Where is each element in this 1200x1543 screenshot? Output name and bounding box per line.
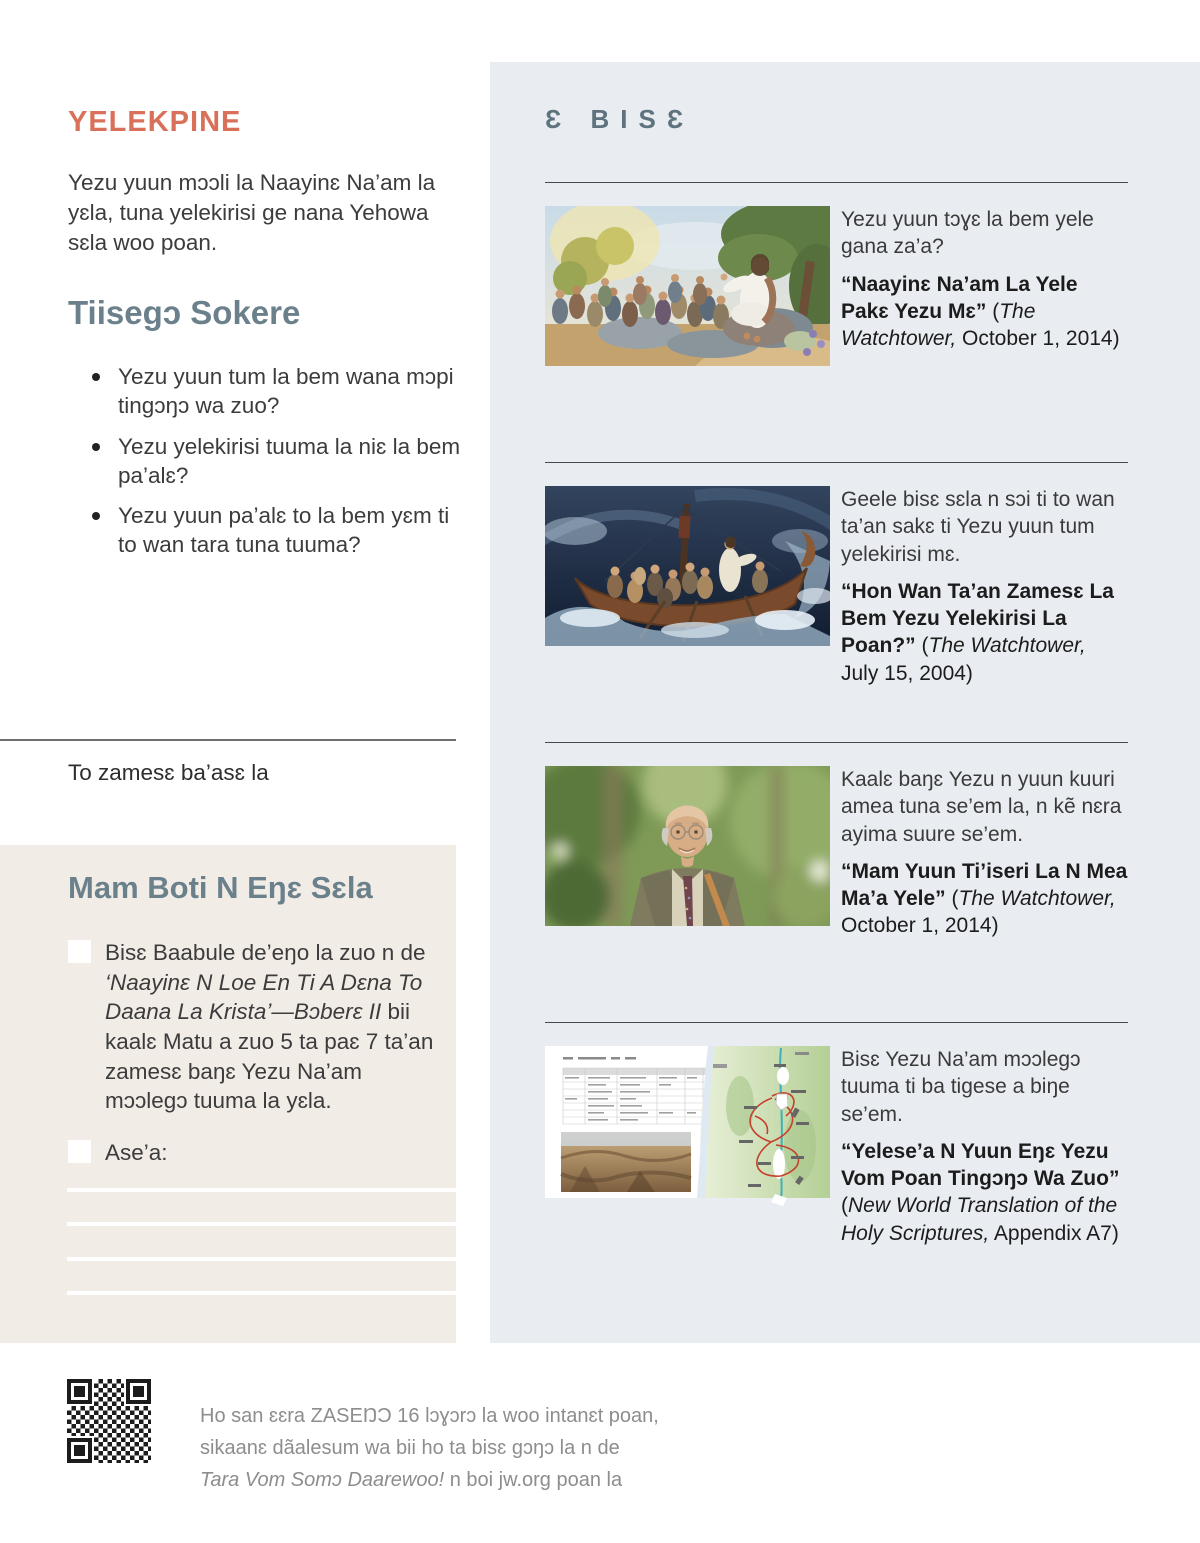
entry-citation-open: ( [915, 634, 929, 658]
entry-citation-rest: October 1, 2014) [841, 914, 999, 938]
after-study-label: To zamesɛ ba’asɛ la [68, 760, 269, 785]
goal-text-pre: Ase’a: [105, 1140, 168, 1165]
review-question-list [90, 362, 462, 571]
entry-description: Yezu yuun tɔɣɛ la bem yele gana za’a? [841, 208, 1094, 259]
writing-line [67, 1188, 456, 1192]
question-entry [545, 742, 1128, 940]
divider [545, 462, 1128, 463]
footer-line-1: Ho san ɛɛra ZASEŊƆ 16 lɔɣɔrɔ la woo intanɛt poan, [200, 1405, 659, 1427]
review-question: Yezu yuun tum la bem wana mɔpi tingɔŋɔ wa zuo? [90, 362, 462, 421]
qr-finder-icon [67, 1379, 92, 1404]
writing-line [67, 1257, 456, 1261]
entry-citation-rest: Appendix A7) [989, 1221, 1119, 1245]
questions-panel-title: Ɛ BISƐ [545, 104, 695, 134]
goals-title: Mam Boti N Eŋɛ Sɛla [68, 870, 373, 905]
qr-finder-icon [67, 1438, 92, 1463]
entry-citation [841, 858, 1128, 940]
entry-citation-source: New World Translation of the Holy Scriptures, [841, 1194, 1118, 1245]
entry-citation-title: “Naayinɛ Na’am La Yele Pakɛ Yezu Mɛ” [841, 272, 1078, 323]
entry-citation-open: ( [841, 1194, 848, 1218]
goals-panel [0, 845, 456, 1343]
goal-text-italic: ‘Naayinɛ N Loe En Ti A Dɛna To Daana La Krista’—Bɔberɛ II [105, 969, 423, 1025]
appendix-a7-map-spread [545, 1046, 830, 1206]
questions-panel [490, 62, 1200, 1343]
goal-text [105, 1138, 448, 1168]
entry-description: Geele bisɛ sɛla n sɔi ti to wan ta’an sakɛ ti Yezu yuun tum yelekirisi mɛ. [841, 488, 1115, 566]
writing-line [67, 1222, 456, 1226]
question-entry [545, 182, 1128, 366]
goal-text-pre: Bisɛ Baabule de’eŋo la zuo n de [105, 940, 426, 965]
entry-citation [841, 1138, 1128, 1247]
goal-item [68, 938, 448, 1116]
divider [545, 742, 1128, 743]
footer-line-3-rest: n boi jw.org poan la [444, 1469, 623, 1491]
entry-citation-source: The Watchtower, [958, 887, 1116, 911]
jesus-teaching-crowd-illustration [545, 206, 830, 366]
divider [545, 1022, 1128, 1023]
entry-citation-source: The Watchtower, [841, 299, 1036, 351]
page-kicker: YELEKPINE [68, 106, 242, 138]
footer-line-2: sikaanɛ dãalesum wa bii ho ta bisɛ gɔŋɔ la n de [200, 1437, 620, 1459]
entry-citation [841, 578, 1128, 687]
entry-citation-title: “Yelese’a N Yuun Eŋɛ Yezu Vom Poan Tingɔŋɔ Wa Zuo” [841, 1139, 1120, 1191]
review-section-title: Tiisegɔ Sokere [68, 294, 301, 331]
checkbox-icon [68, 1140, 91, 1163]
qr-finder-icon [126, 1379, 151, 1404]
entry-citation-open: ( [986, 299, 1000, 323]
divider [545, 182, 1128, 183]
divider [0, 739, 456, 741]
jesus-calms-storm-illustration [545, 486, 830, 646]
question-entry [545, 1022, 1128, 1247]
entry-citation-title: “Mam Yuun Ti’iseri La N Mea Ma’a Yele” [841, 859, 1128, 911]
review-question: Yezu yuun pa’alɛ to la bem yɛm ti to wan tara tuna tuuma? [90, 501, 462, 560]
footer-line-3 [200, 1464, 670, 1496]
entry-description: Kaalɛ baŋɛ Yezu n yuun kuuri amea tuna se’em la, n kẽ nɛra ayima suure se’em. [841, 768, 1122, 846]
review-question: Yezu yelekirisi tuuma la niɛ la bem pa’alɛ? [90, 432, 462, 491]
entry-description: Bisɛ Yezu Na’am mɔɔlegɔ tuuma ti ba tigese a biŋe se’em. [841, 1048, 1081, 1126]
goal-item [68, 1138, 448, 1168]
entry-citation-open: ( [945, 887, 959, 911]
footer-note [200, 1400, 670, 1496]
qr-code-modules [67, 1379, 151, 1463]
entry-citation-title: “Hon Wan Ta’an Zamesɛ La Bem Yezu Yelekirisi La Poan?” [841, 579, 1114, 658]
writing-line [67, 1291, 456, 1295]
question-entry [545, 462, 1128, 687]
smiling-man-portrait-photo [545, 766, 830, 926]
intro-paragraph: Yezu yuun mɔɔli la Naayinɛ Na’am la yɛla, tuna yelekirisi ge nana Yehowa sɛla woo poan. [68, 170, 436, 256]
entry-citation-rest: October 1, 2014) [956, 327, 1120, 351]
goal-text [105, 938, 448, 1116]
entry-citation-rest: July 15, 2004) [841, 661, 973, 685]
entry-citation-source: The Watchtower, [928, 634, 1086, 658]
qr-code-icon [62, 1374, 156, 1468]
entry-citation [841, 271, 1128, 353]
footer-line-3-italic: Tara Vom Somɔ Daarewoo! [200, 1469, 445, 1491]
checkbox-icon [68, 940, 91, 963]
goal-text-post: bii kaalɛ Matu a zuo 5 ta paɛ 7 ta’an zamesɛ baŋɛ Yezu Na’am mɔɔlegɔ tuuma la yɛla. [105, 999, 434, 1114]
